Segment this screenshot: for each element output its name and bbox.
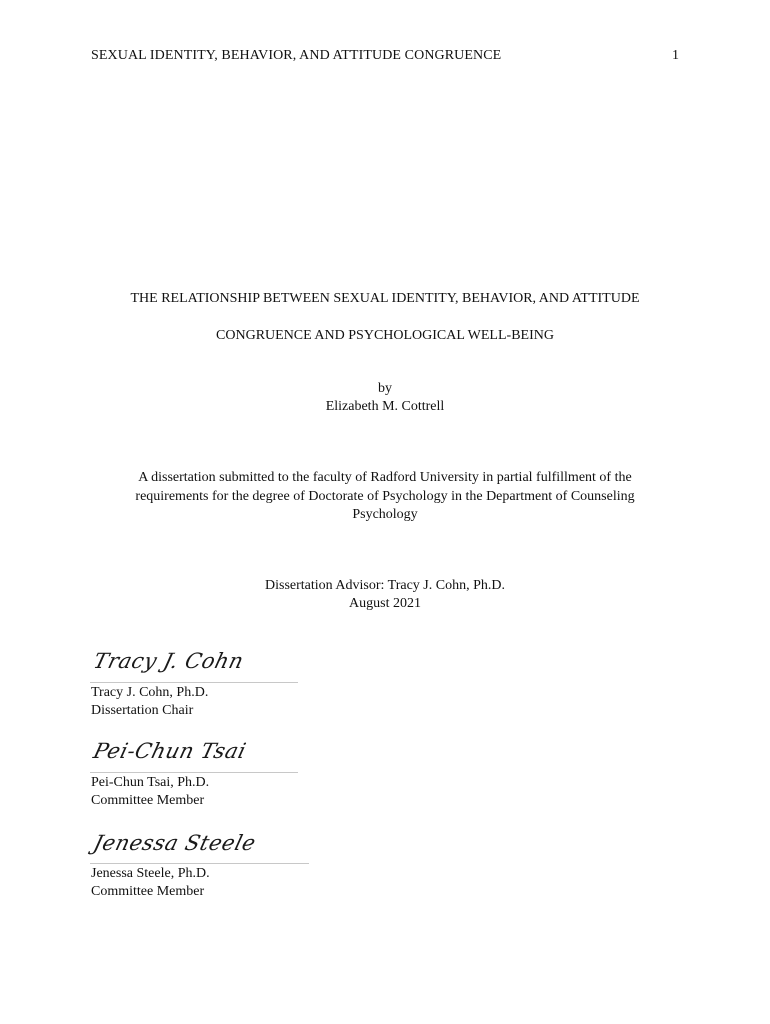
- committee-member-role: Committee Member: [91, 793, 205, 808]
- committee-member-role: Dissertation Chair: [91, 703, 194, 718]
- signature-member-2: Jenessa Steele: [91, 831, 259, 855]
- advisor-line: Dissertation Advisor: Tracy J. Cohn, Ph.D.: [265, 578, 505, 593]
- committee-member-name: Pei-Chun Tsai, Ph.D.: [91, 775, 210, 790]
- signature-rule: [90, 682, 298, 683]
- running-head: SEXUAL IDENTITY, BEHAVIOR, AND ATTITUDE CONGRUENCE: [91, 48, 502, 63]
- page-number: 1: [672, 48, 679, 63]
- committee-member-name: Jenessa Steele, Ph.D.: [91, 866, 210, 881]
- description-line-1: A dissertation submitted to the faculty of Radford University in partial fulfillment of the: [138, 470, 632, 485]
- signature-member-1: Pei-Chun Tsai: [91, 739, 249, 763]
- description-line-3: Psychology: [352, 507, 418, 522]
- author-name: Elizabeth M. Cottrell: [325, 399, 445, 414]
- submission-date: August 2021: [349, 596, 421, 611]
- signature-rule: [90, 863, 309, 864]
- signature-rule: [90, 772, 298, 773]
- title-line-1: THE RELATIONSHIP BETWEEN SEXUAL IDENTITY, BEHAVIOR, AND ATTITUDE: [130, 291, 640, 306]
- committee-member-name: Tracy J. Cohn, Ph.D.: [91, 685, 209, 700]
- committee-member-role: Committee Member: [91, 884, 205, 899]
- title-line-2: CONGRUENCE AND PSYCHOLOGICAL WELL-BEING: [216, 328, 554, 343]
- by-label: by: [378, 381, 392, 396]
- description-line-2: requirements for the degree of Doctorate of Psychology in the Department of Counseling: [135, 489, 635, 504]
- signature-chair: Tracy J. Cohn: [91, 649, 247, 673]
